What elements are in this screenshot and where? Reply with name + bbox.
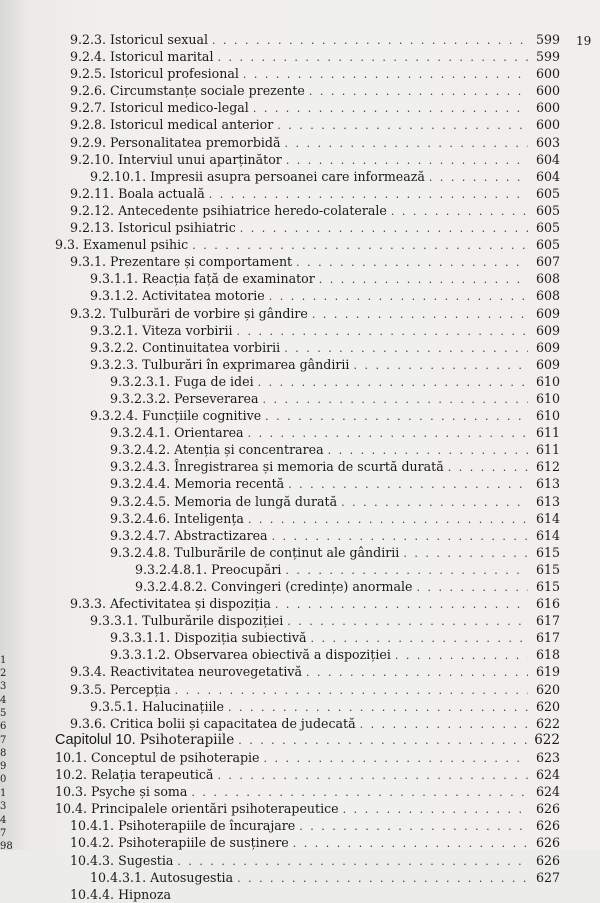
margin-number: 3 bbox=[0, 681, 7, 692]
toc-page-number: 612 bbox=[535, 459, 560, 475]
toc-entry bbox=[0, 82, 560, 99]
dot-leader bbox=[265, 408, 528, 425]
toc-entry bbox=[0, 629, 560, 646]
toc-entry-title: 10.3. Psyche și soma bbox=[55, 784, 188, 800]
toc-entry-title: 9.2.6. Circumstanțe sociale prezente bbox=[70, 83, 305, 99]
toc-page-number: 600 bbox=[535, 100, 560, 116]
toc-entry-title: 9.2.11. Boala actuală bbox=[70, 185, 205, 201]
toc-page-number: 600 bbox=[535, 66, 560, 82]
dot-leader bbox=[217, 767, 528, 784]
dot-leader bbox=[353, 357, 528, 374]
page-number: 19 bbox=[576, 34, 592, 48]
toc-entry-title: 10.1. Conceptul de psihoterapie bbox=[55, 749, 260, 765]
margin-number: 7 bbox=[0, 828, 7, 839]
toc-entry bbox=[0, 219, 560, 236]
dot-leader bbox=[395, 647, 528, 664]
toc-page-number: 622 bbox=[535, 715, 560, 731]
toc-entry-title: 9.3.2.3. Tulburări în exprimarea gândirii bbox=[90, 356, 350, 372]
dot-leader bbox=[284, 340, 528, 357]
toc-page-number: 618 bbox=[535, 647, 560, 663]
toc-entry bbox=[0, 800, 560, 817]
toc-entry-title: 9.3.2.4.4. Memoria recentă bbox=[110, 476, 285, 492]
toc-entry bbox=[0, 185, 560, 202]
toc-entry bbox=[0, 681, 560, 698]
dot-leader bbox=[296, 254, 528, 271]
toc-entry bbox=[0, 48, 560, 65]
toc-entry bbox=[0, 151, 560, 168]
toc-entry bbox=[0, 458, 560, 475]
toc-entry bbox=[0, 424, 560, 441]
toc-entry-title: 9.3.3.1.2. Observarea obiectivă a dispoziției bbox=[110, 647, 391, 663]
dot-leader bbox=[243, 66, 528, 83]
dot-leader bbox=[299, 818, 528, 835]
toc-page-number: 626 bbox=[535, 818, 560, 834]
toc-entry-title: 9.3. Examenul psihic bbox=[55, 237, 189, 253]
toc-entry bbox=[0, 766, 560, 783]
toc-entry bbox=[0, 236, 560, 253]
toc-entry bbox=[0, 817, 560, 834]
dot-leader bbox=[284, 135, 528, 152]
chapter-title: Psihoterapiile bbox=[139, 731, 235, 748]
toc-entry-title: 9.3.1.2. Activitatea motorie bbox=[90, 288, 265, 304]
toc-page-number: 609 bbox=[535, 322, 560, 338]
toc-page-number: 604 bbox=[535, 168, 560, 184]
toc-entry-title: 9.3.2. Tulburări de vorbire și gândire bbox=[70, 305, 308, 321]
toc-page-number: 624 bbox=[535, 784, 560, 800]
toc-entry-title: 9.3.1. Prezentare și comportament bbox=[70, 254, 293, 270]
toc-entry bbox=[0, 287, 560, 304]
toc-entry-title: 9.2.5. Istoricul profesional bbox=[70, 66, 239, 82]
dot-leader bbox=[269, 288, 528, 305]
dot-leader bbox=[264, 750, 529, 767]
margin-number: 1 bbox=[0, 655, 7, 666]
toc-entry-title: 9.2.9. Personalitatea premorbidă bbox=[70, 134, 281, 150]
toc-entry-title: 10.4.1. Psihoterapiile de încurajare bbox=[70, 818, 296, 834]
toc-page-number: 608 bbox=[535, 288, 560, 304]
toc-page-number: 614 bbox=[535, 510, 560, 526]
toc-entry bbox=[0, 65, 560, 82]
margin-number: 4 bbox=[0, 695, 7, 706]
chapter-label: Capitolul 10. bbox=[55, 731, 136, 748]
toc-entry bbox=[0, 544, 560, 561]
toc-entry-title: 10.4.3. Sugestia bbox=[70, 852, 174, 868]
margin-number: 98 bbox=[0, 841, 13, 852]
dot-leader bbox=[343, 801, 528, 818]
toc-entry-title: 9.2.12. Antecedente psihiatrice heredo-colaterale bbox=[70, 202, 387, 218]
toc-entry-title: 9.3.2.4.6. Inteligența bbox=[110, 510, 244, 526]
dot-leader bbox=[262, 391, 528, 408]
toc-entry bbox=[0, 116, 560, 133]
toc-entry bbox=[0, 31, 560, 48]
dot-leader bbox=[275, 596, 528, 613]
dot-leader bbox=[403, 545, 528, 562]
toc-entry bbox=[0, 646, 560, 663]
toc-entry-title: 9.3.3. Afectivitatea și dispoziția bbox=[70, 596, 271, 612]
toc-entry-title: 9.3.2.4.8.1. Preocupări bbox=[135, 561, 282, 577]
toc-page-number: 613 bbox=[535, 493, 560, 509]
toc-entry-title: 9.3.2.3.2. Perseverarea bbox=[110, 390, 259, 406]
toc-page-number: 610 bbox=[535, 408, 560, 424]
toc-entry bbox=[0, 390, 560, 407]
toc-entry-title: 9.3.2.4.5. Memoria de lungă durată bbox=[110, 493, 338, 509]
toc-entry-title: 9.3.5.1. Halucinațiile bbox=[90, 698, 224, 714]
toc-entry-title: 9.2.13. Istoricul psihiatric bbox=[70, 220, 236, 236]
toc-entry-title: 9.3.3.1.1. Dispoziția subiectivă bbox=[110, 630, 307, 646]
dot-leader bbox=[272, 528, 528, 545]
dot-leader bbox=[192, 237, 528, 254]
dot-leader bbox=[309, 83, 528, 100]
toc-entry bbox=[0, 322, 560, 339]
toc-page-number: 616 bbox=[535, 596, 560, 612]
toc-entry bbox=[0, 356, 560, 373]
toc-entry-title: 10.4.2. Psihoterapiile de susținere bbox=[70, 835, 289, 851]
dot-leader bbox=[312, 306, 528, 323]
toc-page-number: 613 bbox=[535, 476, 560, 492]
toc-entry-title: 10.4. Principalele orientări psihoterapeutice bbox=[55, 801, 339, 817]
toc-page-number: 617 bbox=[535, 613, 560, 629]
toc-page-number: 609 bbox=[535, 356, 560, 372]
margin-number: 0 bbox=[0, 774, 7, 785]
toc-page-number: 622 bbox=[534, 731, 560, 748]
dot-leader bbox=[391, 203, 528, 220]
toc-entry-title: 9.2.10.1. Impresii asupra persoanei care informează bbox=[90, 168, 425, 184]
dot-leader bbox=[448, 459, 528, 476]
toc-entry-title: 9.3.2.4.1. Orientarea bbox=[110, 425, 244, 441]
dot-leader bbox=[177, 853, 528, 870]
toc-entry-title: 9.3.2.4.8. Tulburările de conținut ale gândirii bbox=[110, 544, 400, 560]
dot-leader bbox=[360, 716, 528, 733]
toc-entry bbox=[0, 561, 560, 578]
toc-page-number: 620 bbox=[535, 681, 560, 697]
dot-leader bbox=[217, 49, 528, 66]
toc-page-number: 604 bbox=[535, 151, 560, 167]
dot-leader bbox=[248, 425, 528, 442]
toc-entry bbox=[0, 834, 560, 851]
toc-page-number: 605 bbox=[535, 220, 560, 236]
toc-entry-title: 9.3.2.4.2. Atenția și concentrarea bbox=[110, 442, 324, 458]
toc-page-number: 600 bbox=[535, 83, 560, 99]
dot-leader bbox=[416, 579, 528, 596]
dot-leader bbox=[285, 562, 528, 579]
dot-leader bbox=[209, 186, 528, 203]
dot-leader bbox=[248, 511, 528, 528]
toc-page-number: 617 bbox=[535, 630, 560, 646]
toc-entry-title: 9.3.2.4.7. Abstractizarea bbox=[110, 527, 268, 543]
dot-leader bbox=[288, 476, 528, 493]
toc-entry bbox=[0, 493, 560, 510]
toc-page-number: 599 bbox=[535, 32, 560, 47]
dot-leader bbox=[175, 682, 528, 699]
toc-entry bbox=[0, 869, 560, 886]
toc-entry bbox=[0, 749, 560, 766]
toc-entry-title: 10.2. Relația terapeutică bbox=[55, 767, 214, 783]
dot-leader bbox=[212, 32, 528, 49]
dot-leader bbox=[240, 220, 528, 237]
toc-entry bbox=[0, 475, 560, 492]
toc-entry-title: 9.3.2.4.3. Înregistrarea și memoria de scurtă durată bbox=[110, 459, 444, 475]
toc-entry bbox=[0, 305, 560, 322]
toc-page-number: 623 bbox=[535, 749, 560, 765]
margin-number: 4 bbox=[0, 815, 7, 826]
dot-leader bbox=[286, 152, 528, 169]
toc-entry-title: 9.2.8. Istoricul medical anterior bbox=[70, 117, 274, 133]
toc-page-number: 610 bbox=[535, 390, 560, 406]
toc-page-number: 599 bbox=[535, 49, 560, 65]
toc-entry-title: 9.3.3.1. Tulburările dispoziției bbox=[90, 613, 284, 629]
toc-page-number: 626 bbox=[535, 801, 560, 817]
toc-entry bbox=[0, 407, 560, 424]
toc-page-number: 624 bbox=[535, 767, 560, 783]
toc-entry-title: 9.2.4. Istoricul marital bbox=[70, 49, 214, 65]
toc-entry-title bbox=[55, 732, 234, 749]
dot-leader bbox=[319, 271, 528, 288]
toc-page-number: 609 bbox=[535, 339, 560, 355]
toc-entry bbox=[0, 202, 560, 219]
toc-page-number: 611 bbox=[535, 425, 560, 441]
margin-number: 3 bbox=[0, 801, 7, 812]
margin-number: 5 bbox=[0, 708, 7, 719]
dot-leader bbox=[238, 732, 528, 749]
dot-leader bbox=[429, 169, 528, 186]
toc-page-number: 600 bbox=[535, 117, 560, 133]
toc-entry-title: 9.3.1.1. Reacția față de examinator bbox=[90, 271, 315, 287]
dot-leader bbox=[328, 442, 528, 459]
toc-entry-title: 9.3.2.1. Viteza vorbirii bbox=[90, 322, 233, 338]
toc-entry bbox=[0, 168, 560, 185]
toc-entry-title: 9.2.7. Istoricul medico-legal bbox=[70, 100, 249, 116]
toc-entry bbox=[0, 134, 560, 151]
margin-number: 1 bbox=[0, 788, 7, 799]
toc-entry bbox=[0, 663, 560, 680]
margin-number: 2 bbox=[0, 668, 7, 679]
toc-page-number: 608 bbox=[535, 271, 560, 287]
toc-page-number: 615 bbox=[535, 561, 560, 577]
dot-leader bbox=[237, 870, 528, 887]
toc-page-number: 611 bbox=[535, 442, 560, 458]
toc-entry-title: 9.2.3. Istoricul sexual bbox=[70, 32, 209, 47]
toc-page-number: 610 bbox=[535, 373, 560, 389]
dot-leader bbox=[228, 699, 528, 716]
dot-leader bbox=[191, 784, 528, 801]
table-of-contents bbox=[0, 31, 560, 903]
toc-page-number: 605 bbox=[535, 237, 560, 253]
toc-page-number: 605 bbox=[535, 202, 560, 218]
margin-number: 6 bbox=[0, 721, 7, 732]
toc-page-number: 620 bbox=[535, 698, 560, 714]
toc-entry bbox=[0, 698, 560, 715]
toc-page-number: 605 bbox=[535, 185, 560, 201]
toc-page-number: 609 bbox=[535, 305, 560, 321]
toc-entry-title: 10.4.4. Hipnoza bbox=[70, 886, 171, 902]
toc-entry bbox=[0, 99, 560, 116]
toc-entry-title: 9.3.2.2. Continuitatea vorbirii bbox=[90, 339, 281, 355]
toc-page-number: 626 bbox=[535, 852, 560, 868]
toc-page-number: 619 bbox=[535, 664, 560, 680]
toc-entry-title: 9.3.2.4.8.2. Convingeri (credințe) anormale bbox=[135, 579, 413, 594]
toc-page-number: 627 bbox=[535, 869, 560, 885]
toc-entry-title: 9.3.5. Percepția bbox=[70, 681, 171, 697]
dot-leader bbox=[306, 664, 528, 681]
toc-entry-title: 9.3.2.3.1. Fuga de idei bbox=[110, 373, 254, 389]
toc-page-number: 603 bbox=[535, 134, 560, 150]
toc-page-number: 626 bbox=[535, 835, 560, 851]
toc-entry-title: 9.3.6. Critica bolii și capacitatea de judecată bbox=[70, 715, 356, 731]
toc-page-number: 615 bbox=[535, 579, 560, 594]
toc-entry bbox=[0, 578, 560, 595]
toc-page-number: 614 bbox=[535, 527, 560, 543]
dot-leader bbox=[277, 117, 528, 134]
dot-leader bbox=[253, 100, 528, 117]
margin-number: 7 bbox=[0, 735, 7, 746]
dot-leader bbox=[258, 374, 528, 391]
toc-entry bbox=[0, 527, 560, 544]
toc-page-number: 607 bbox=[535, 254, 560, 270]
toc-page-number: 615 bbox=[535, 544, 560, 560]
toc-entry bbox=[0, 270, 560, 287]
dot-leader bbox=[310, 630, 528, 647]
toc-entry-title: 9.2.10. Interviul unui aparținător bbox=[70, 151, 282, 167]
dot-leader bbox=[237, 323, 528, 340]
toc-chapter-entry bbox=[0, 732, 560, 749]
toc-entry bbox=[0, 886, 560, 903]
toc-entry bbox=[0, 783, 560, 800]
toc-entry-title: 9.3.4. Reactivitatea neurovegetativă bbox=[70, 664, 303, 680]
toc-entry bbox=[0, 852, 560, 869]
toc-entry bbox=[0, 595, 560, 612]
toc-entry bbox=[0, 441, 560, 458]
toc-entry bbox=[0, 373, 560, 390]
toc-entry bbox=[0, 715, 560, 732]
toc-entry-title: 10.4.3.1. Autosugestia bbox=[90, 869, 234, 885]
margin-number: 8 bbox=[0, 748, 7, 759]
toc-entry-title: 9.3.2.4. Funcțiile cognitive bbox=[90, 408, 262, 424]
dot-leader bbox=[287, 613, 528, 630]
toc-entry bbox=[0, 510, 560, 527]
margin-number: 9 bbox=[0, 761, 7, 772]
toc-entry bbox=[0, 612, 560, 629]
toc-entry bbox=[0, 339, 560, 356]
dot-leader bbox=[341, 494, 528, 511]
toc-entry bbox=[0, 253, 560, 270]
